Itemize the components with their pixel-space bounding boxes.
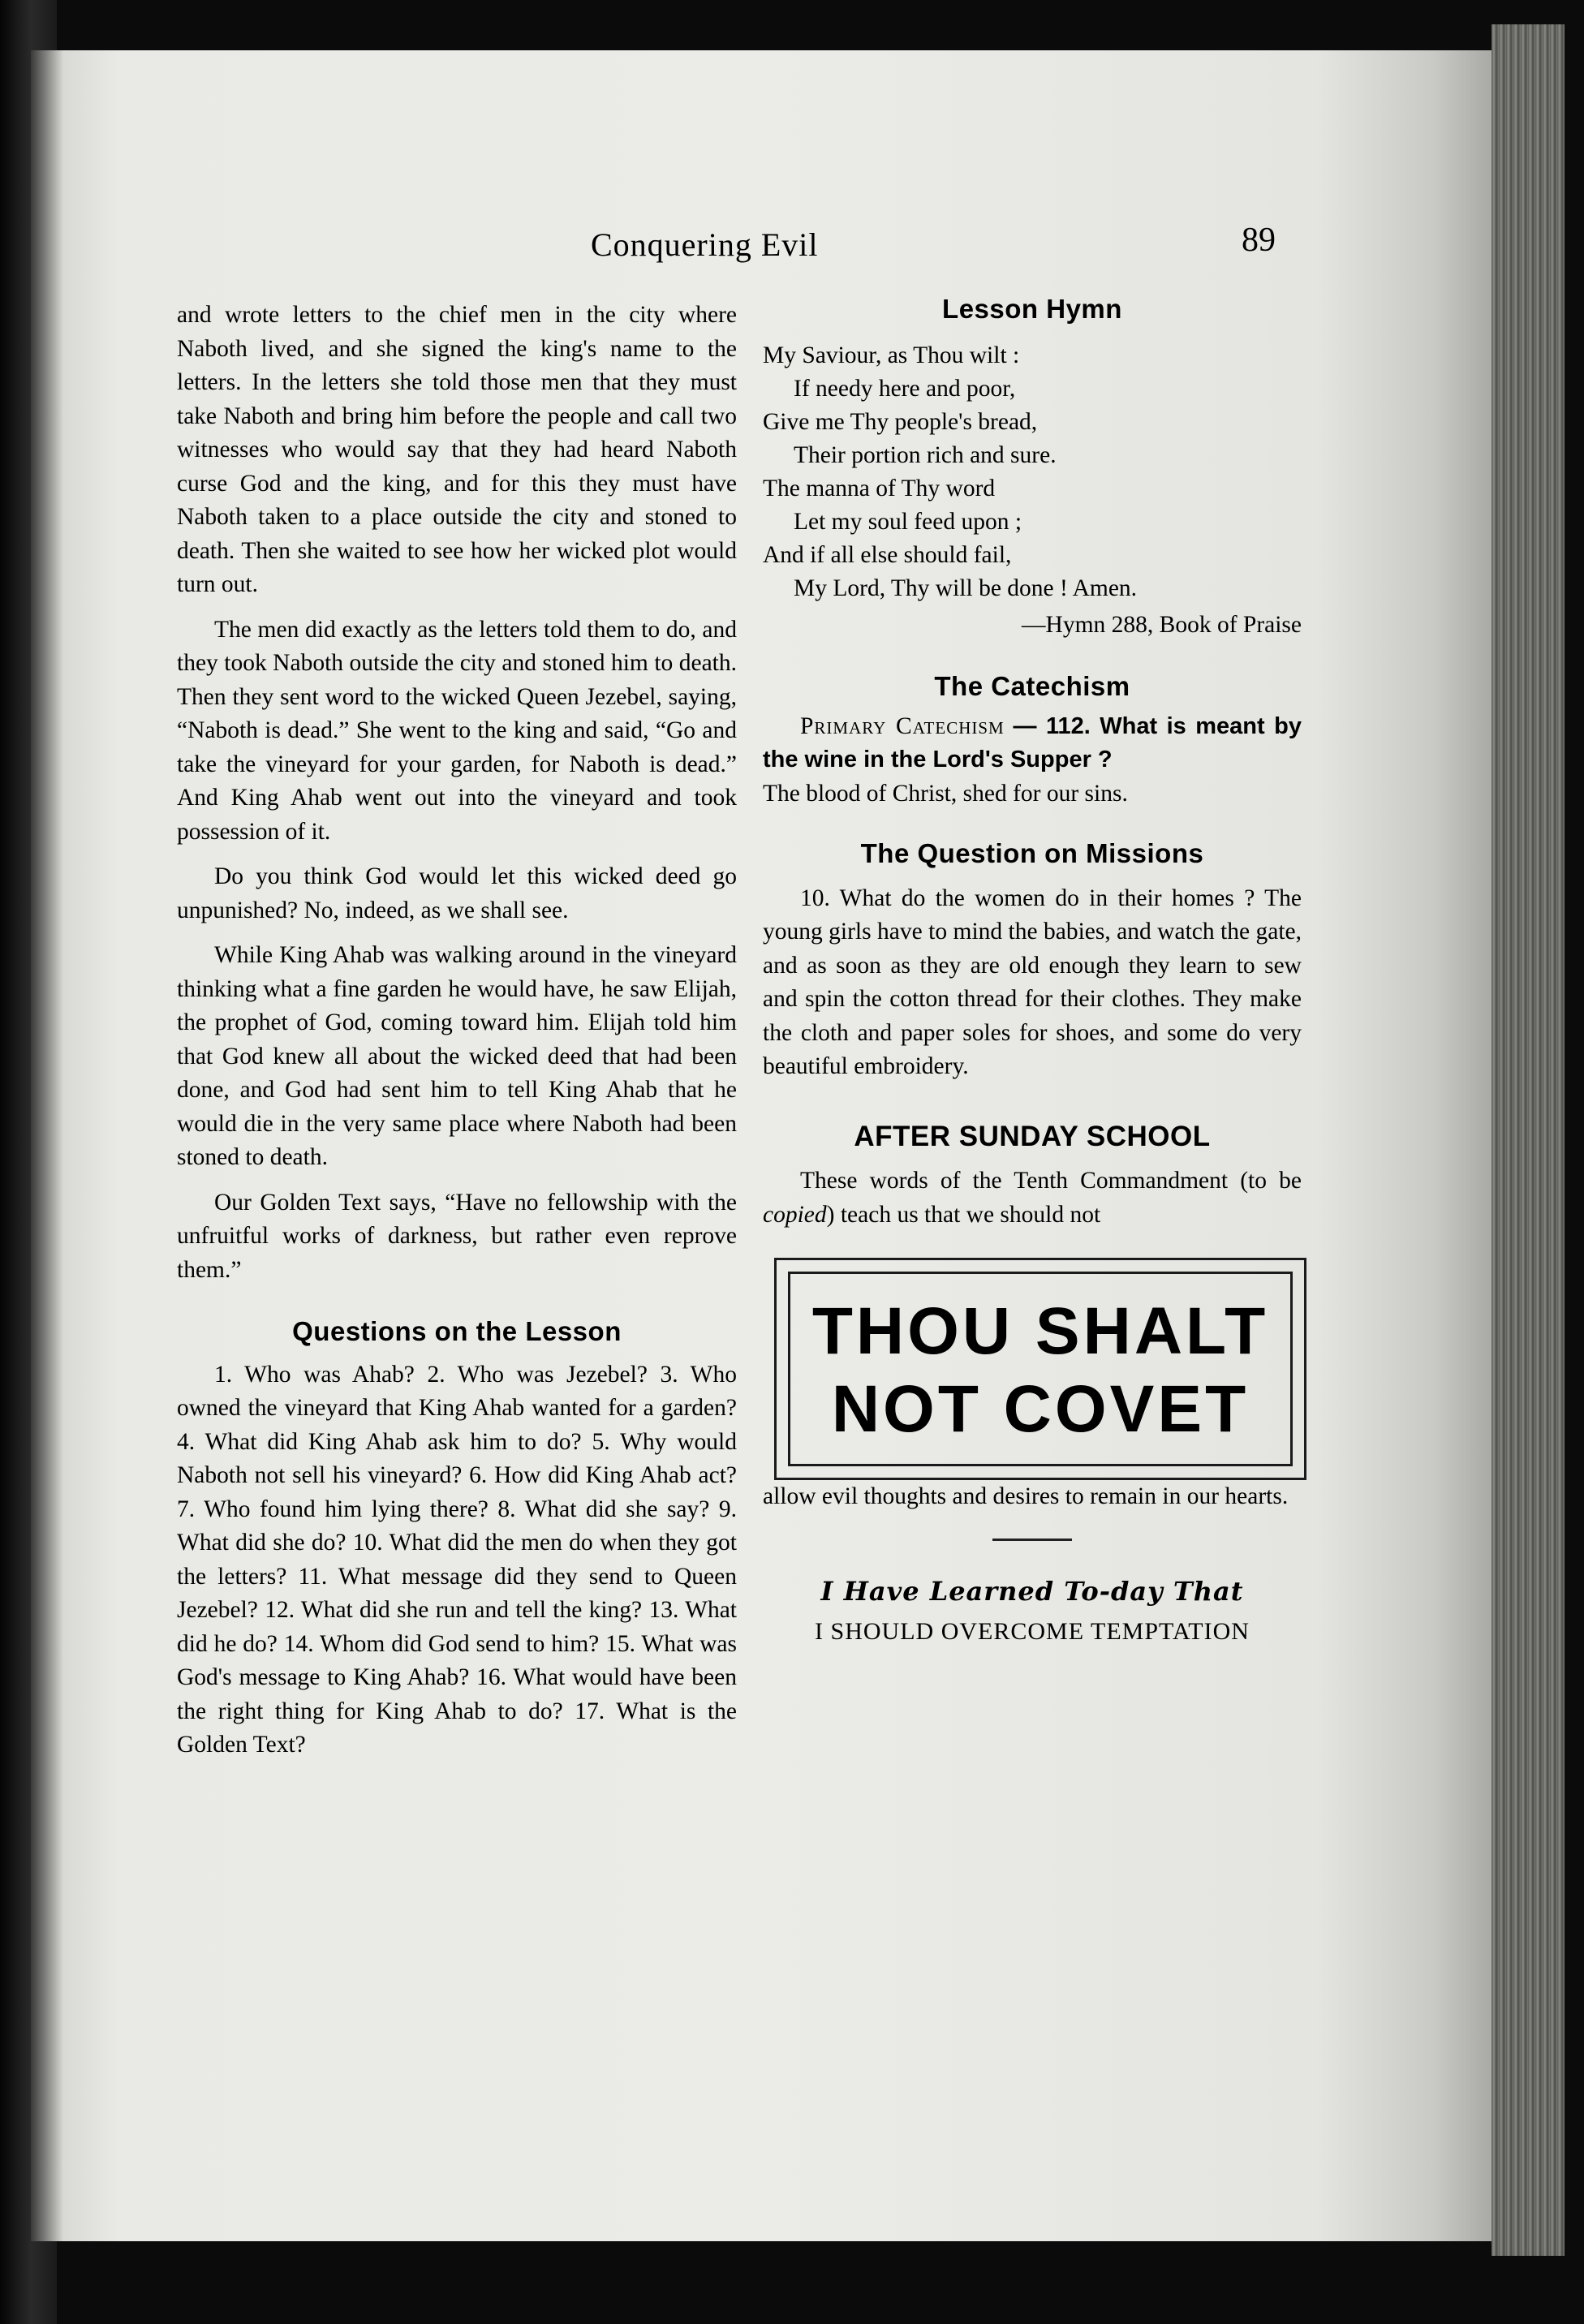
catechism-heading: The Catechism <box>934 671 1130 701</box>
page-number: 89 <box>1242 222 1276 259</box>
copied-word: copied <box>763 1201 827 1228</box>
hymn-line: My Saviour, as Thou wilt : <box>763 342 1020 368</box>
missions-text: 10. What do the women do in their homes ? The young girls have to mind the babies, and watch the gate, and as soon as they are old enough they learn to sew and spin the cotton thread for their clothes. They make the cloth and paper soles for shoes, and some do very beautiful embroidery. <box>763 884 1302 1079</box>
paragraph: Do you think God would let this wicked deed go unpunished? No, indeed, as we shall see. <box>177 863 737 923</box>
missions-heading: The Question on Missions <box>860 838 1204 868</box>
hymn-line: If needy here and poor, <box>794 375 1016 402</box>
hymn-line: My Lord, Thy will be done ! Amen. <box>794 575 1138 601</box>
golden-text-paragraph: Our Golden Text says, “Have no fellowship with the unfruitful works of darkness, but rather even reprove them.” <box>177 1189 737 1283</box>
commandment-box <box>774 1258 1306 1480</box>
after-sunday-school-heading: AFTER SUNDAY SCHOOL <box>854 1120 1211 1152</box>
learned-heading: I Have Learned To-day That <box>820 1575 1244 1607</box>
hymn-heading: Lesson Hymn <box>942 294 1122 324</box>
catechism-question-text: — 112. What is meant by the wine in the Lord's Supper ? <box>763 712 1302 773</box>
paragraph: The men did exactly as the letters told them to do, and they took Naboth outside the city and stoned him to death. Then they sent word to the wicked Queen Jezebel, saying, “Naboth is dead.” She went to the king and said, “Go and take the vineyard for your garden, for Naboth is dead.” And King Ahab went out into the vineyard and took possession of it. <box>177 616 737 845</box>
hymn-line: Their portion rich and sure. <box>794 441 1057 468</box>
page-stack-edge <box>1491 24 1565 2256</box>
hymn-line: The manna of Thy word <box>763 475 996 501</box>
questions-text: 1. Who was Ahab? 2. Who was Jezebel? 3. Who owned the vineyard that King Ahab wanted for a garden? 4. What did King Ahab ask him to do? 5. Why would Naboth not sell his vineyard? 6. How did King Ahab act? 7. Who found him lying there? 8. What did she say? 9. What did she do? 10. What did the men do when they got the letters? 11. What message did they send to Queen Jezebel? 12. What did she run and tell the king? 13. What did he do? 14. Whom did God send to him? 15. What was God's message to King Ahab? 16. What would have been the right thing for King Ahab to do? 17. What is the Golden Text? <box>177 1361 737 1758</box>
commandment-line: NOT COVET <box>831 1372 1250 1446</box>
questions-heading: Questions on the Lesson <box>292 1316 622 1346</box>
hymn-source: —Hymn 288, Book of Praise <box>1022 611 1302 638</box>
catechism-label: Primary Catechism <box>800 712 1005 739</box>
hymn-line: Let my soul feed upon ; <box>794 508 1022 535</box>
hymn-line: And if all else should fail, <box>763 541 1012 568</box>
commandment-line: THOU SHALT <box>811 1294 1269 1368</box>
after-text <box>763 1164 1302 1232</box>
after-text-part: These words of the Tenth Commandment (to be <box>800 1168 1302 1194</box>
after-text-continued: allow evil thoughts and desires to remain in our hearts. <box>763 1483 1289 1509</box>
catechism-answer: The blood of Christ, shed for our sins. <box>763 780 1128 807</box>
learned-text: I SHOULD OVERCOME TEMPTATION <box>815 1618 1250 1645</box>
right-column <box>763 292 1302 1649</box>
catechism-question <box>763 710 1302 777</box>
gutter-shadow <box>31 50 63 2241</box>
running-head: Conquering Evil <box>591 226 819 263</box>
divider-rule <box>992 1539 1072 1541</box>
after-text-part: ) teach us that we should not <box>826 1201 1101 1228</box>
paragraph: and wrote letters to the chief men in the city where Naboth lived, and she signed the king's name to the letters. In the letters she told those men that they must take Naboth and bring him before the people and call two witnesses who would say that they had heard Naboth curse God and the king, and for this they must have Naboth taken to a place outside the city and stoned to death. Then she waited to see how her wicked plot would turn out. <box>177 302 737 597</box>
paragraph: While King Ahab was walking around in the vineyard thinking what a fine garden he would have, he saw Elijah, the prophet of God, coming toward him. Elijah told him that God knew all about the wicked deed that had been done, and God had sent him to tell King Ahab that he would die in the very same place where Naboth had been stoned to death. <box>177 942 737 1170</box>
left-column <box>177 299 737 1762</box>
commandment-text <box>777 1293 1304 1448</box>
hymn-line: Give me Thy people's bread, <box>763 408 1038 435</box>
